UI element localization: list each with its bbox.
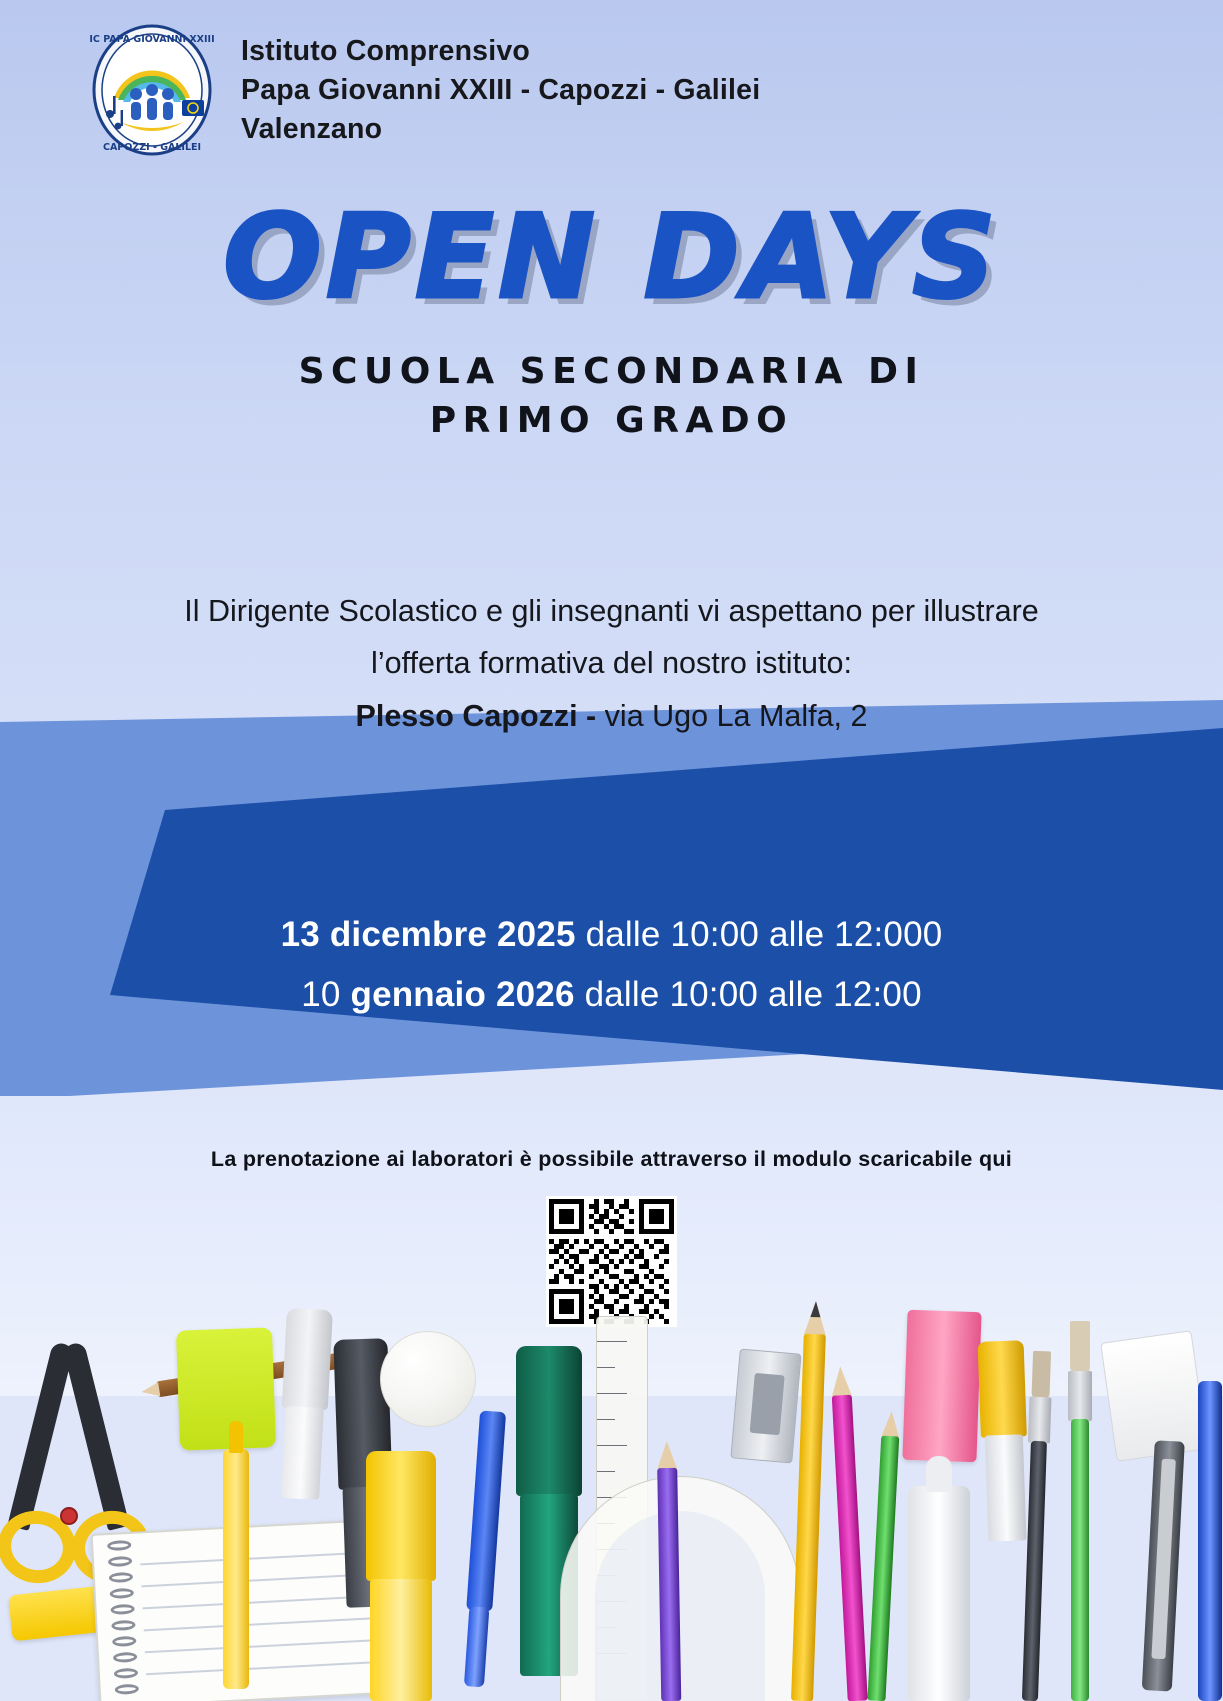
purple-pencil-icon: [650, 1441, 691, 1701]
dates-block: [0, 905, 1223, 1025]
venue-label: Plesso Capozzi -: [355, 698, 597, 733]
school-name-line2: Papa Giovanni XXIII - Capozzi - Galilei: [241, 74, 761, 107]
yellow-pen-icon: [215, 1421, 257, 1691]
spiral-binding: [107, 1540, 142, 1701]
subtitle-line1: SCUOLA SECONDARIA DI: [298, 351, 925, 392]
svg-text:CAPOZZI - GALILEI: CAPOZZI - GALILEI: [102, 142, 202, 153]
green-brush-icon: [1058, 1321, 1102, 1701]
intro-paragraph: [0, 585, 1223, 742]
date-row-2: [0, 965, 1223, 1025]
intro-line2: l’offerta formativa del nostro istituto:: [371, 646, 852, 681]
page-title: OPEN DAYS: [223, 190, 1000, 325]
title-block: [0, 190, 1223, 445]
date-2-pre: 10: [301, 975, 351, 1015]
glue-stick-icon: [900, 1456, 978, 1701]
date-2-strong: gennaio 2026: [350, 975, 575, 1015]
subtitle-line2: PRIMO GRADO: [429, 399, 794, 441]
venue-address: via Ugo La Malfa, 2: [596, 698, 868, 733]
date-row-1: [0, 905, 1223, 965]
school-name-line1: Istituto Comprensivo: [241, 35, 531, 67]
sphere-icon: [380, 1331, 476, 1427]
blue-pen-right-icon: [1190, 1381, 1223, 1701]
date-1-strong: 13 dicembre 2025: [280, 915, 576, 954]
school-crest-logo: [90, 22, 215, 159]
school-name-block: [241, 22, 760, 149]
intro-line1: Il Dirigente Scolastico e gli insegnanti vi aspettano per illustrare: [184, 594, 1039, 628]
svg-text:IC PAPA GIOVANNI XXIII: IC PAPA GIOVANNI XXIII: [90, 34, 215, 45]
intro-venue-line: [0, 690, 1223, 742]
poster-header: [0, 0, 1223, 159]
date-1-rest: dalle 10:00 alle 12:000: [575, 915, 943, 954]
pink-eraser-icon: [902, 1310, 981, 1462]
date-2-rest: dalle 10:00 alle 12:00: [574, 975, 922, 1015]
stationery-illustration: [0, 1291, 1223, 1701]
school-name-line3: Valenzano: [241, 113, 383, 146]
yellow-highlighter-icon: [358, 1451, 444, 1701]
subtitle-block: [0, 348, 1223, 445]
booking-note: La prenotazione ai laboratori è possibile attraverso il modulo scaricabile qui: [210, 1147, 1013, 1171]
